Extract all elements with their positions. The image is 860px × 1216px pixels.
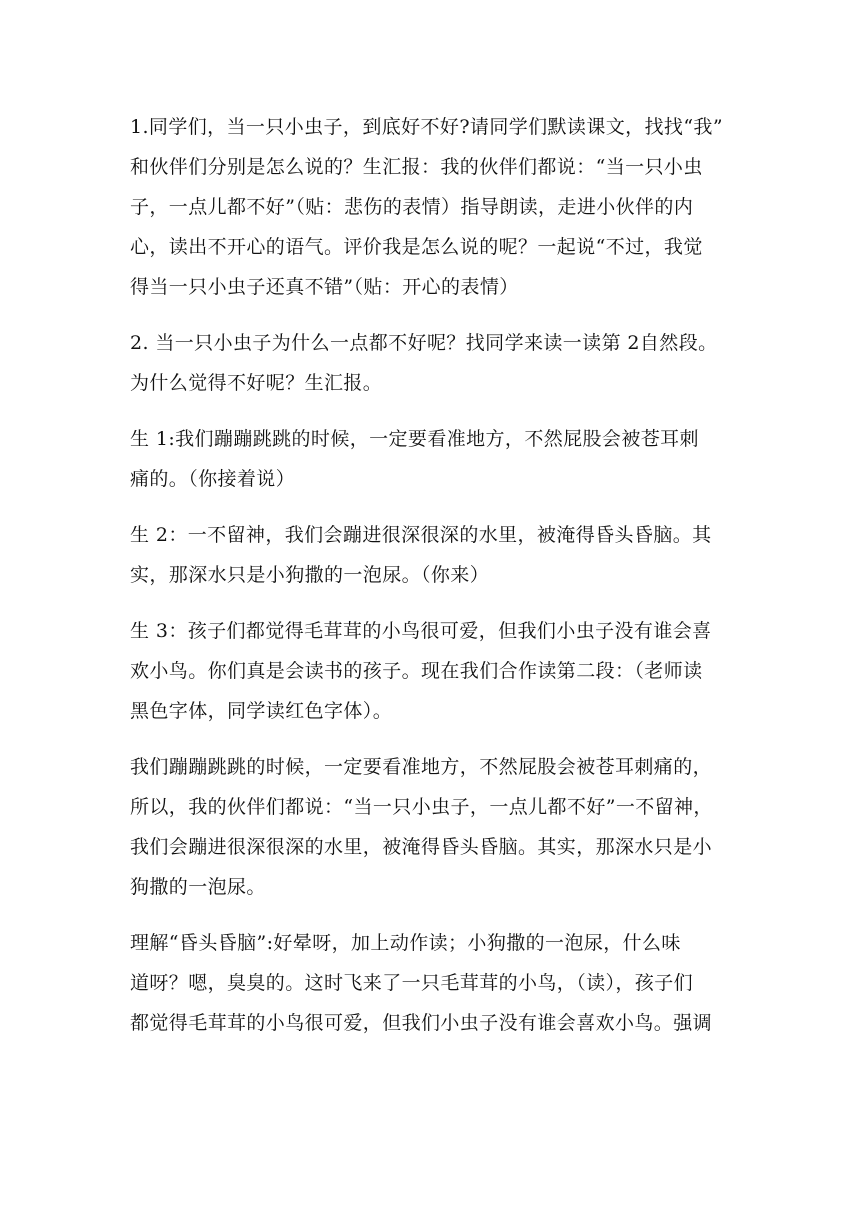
paragraph-4 [130, 515, 736, 595]
text-line: 生 2：一不留神，我们会蹦进很深很深的水里，被淹得昏头昏脑。其 [130, 524, 712, 546]
text-line: 欢小鸟。你们真是会读书的孩子。现在我们合作读第二段：（老师读 [130, 660, 703, 682]
paragraph-7 [130, 923, 736, 1043]
text-line: 为什么觉得不好呢？生汇报。 [130, 372, 383, 394]
document-body [130, 107, 736, 1059]
text-line: 2. 当一只小虫子为什么一点都不好呢？找同学来读一读第 2自然段。 [130, 332, 718, 354]
paragraph-2 [130, 323, 736, 403]
paragraph-1 [130, 107, 736, 307]
text-line: 1.同学们，当一只小虫子，到底好不好?请同学们默读课文，找找“我” [130, 116, 723, 138]
text-line: 我们会蹦进很深很深的水里，被淹得昏头昏脑。其实，那深水只是小 [130, 836, 713, 858]
paragraph-5 [130, 611, 736, 731]
text-line: 子，一点儿都不好”（贴：悲伤的表情）指导朗读，走进小伙伴的内 [130, 196, 694, 218]
paragraph-3 [130, 419, 736, 499]
text-line: 都觉得毛茸茸的小鸟很可爱，但我们小虫子没有谁会喜欢小鸟。强调 [130, 1012, 713, 1034]
text-line: 生 1:我们蹦蹦跳跳的时候，一定要看准地方，不然屁股会被苍耳刺 [130, 428, 699, 450]
text-line: 得当一只小虫子还真不错”（贴：开心的表情） [130, 276, 519, 298]
text-line: 生 3：孩子们都觉得毛茸茸的小鸟很可爱，但我们小虫子没有谁会喜 [130, 620, 712, 642]
text-line: 我们蹦蹦跳跳的时候，一定要看准地方，不然屁股会被苍耳刺痛的， [130, 756, 713, 778]
text-line: 理解“昏头昏脑”:好晕呀，加上动作读；小狗撒的一泡尿，什么味 [130, 932, 681, 954]
text-line: 狗撒的一泡尿。 [130, 876, 266, 898]
text-line: 所以，我的伙伴们都说：“当一只小虫子，一点儿都不好”一不留神， [130, 796, 713, 818]
text-line: 实，那深水只是小狗撒的一泡尿。（你来） [130, 564, 490, 586]
text-line: 和伙伴们分别是怎么说的？生汇报：我的伙伴们都说：“当一只小虫 [130, 156, 703, 178]
text-line: 心，读出不开心的语气。评价我是怎么说的呢？一起说“不过，我觉 [130, 236, 703, 258]
paragraph-6 [130, 747, 736, 907]
text-line: 道呀？嗯，臭臭的。这时飞来了一只毛茸茸的小鸟，（读），孩子们 [130, 972, 694, 994]
text-line: 痛的。（你接着说） [130, 468, 296, 490]
text-line: 黑色字体，同学读红色字体）。 [130, 700, 393, 722]
